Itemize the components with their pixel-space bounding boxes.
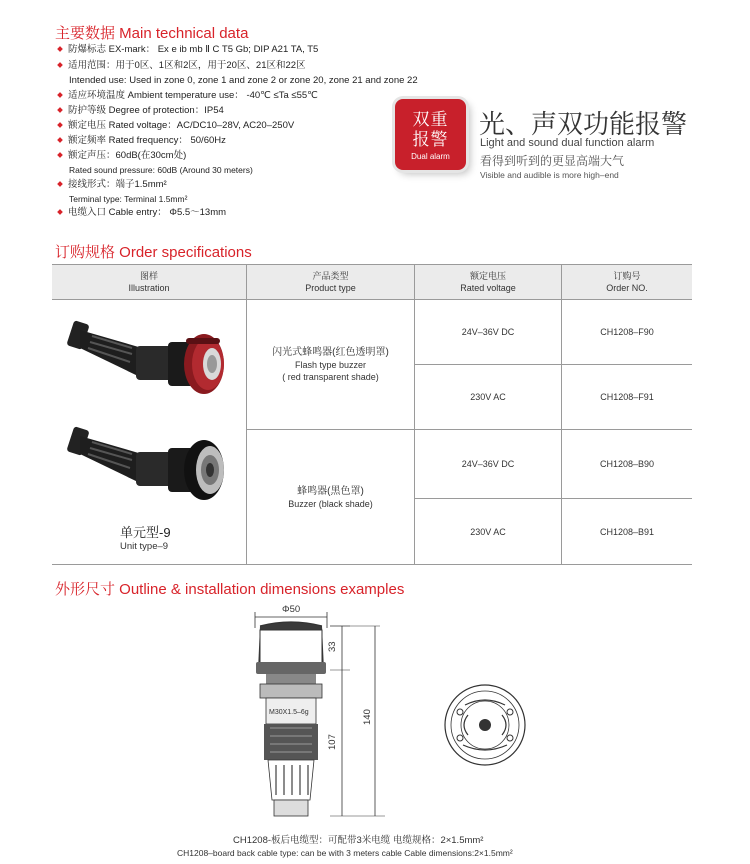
unit-type-cn: 单元型-9 <box>120 525 171 540</box>
bullet-icon <box>57 122 63 128</box>
badge-line1: 双重 <box>412 110 449 129</box>
outline-title: 外形尺寸 Outline & installation dimensions examples <box>55 581 405 598</box>
bullet-icon <box>57 107 63 113</box>
dim-total: 140 <box>362 709 373 725</box>
order-no-cell: CH1208–B90 <box>562 430 693 499</box>
spec-intended-use-en: Intended use: Used in zone 0, zone 1 and zone 2 or zone 20, zone 21 and zone 22 <box>69 75 418 86</box>
bullet-icon <box>57 209 63 215</box>
thread-label: M30X1.5–6g <box>269 709 309 716</box>
spec-protection: 防护等级 Degree of protection：IP54 <box>56 105 224 117</box>
caption-cn: CH1208-板后电缆型：可配带3米电缆 电缆规格：2×1.5mm² <box>233 835 484 846</box>
caption-en: CH1208–board back cable type: can be with 3 meters cable Cable dimensions:2×1.5mm² <box>177 848 513 858</box>
dual-alarm-badge <box>395 99 466 170</box>
order-title: 订购规格 Order specifications <box>55 244 252 261</box>
voltage-cell: 24V–36V DC <box>415 300 562 365</box>
bullet-icon <box>57 92 63 98</box>
badge-line2: 报警 <box>412 130 449 149</box>
col-order-no: 订购号 Order NO. <box>562 265 693 300</box>
order-table-header <box>52 265 692 300</box>
col-illustration: 图样 Illustration <box>52 265 247 300</box>
spec-ex-mark: 防爆标志 EX-mark： Ex e ib mb Ⅱ C T5 Gb; DIP A21 TA, T5 <box>56 44 318 56</box>
headline-cn: 光、声双功能报警 <box>479 109 688 139</box>
voltage-cell: 24V–36V DC <box>415 430 562 499</box>
order-no-cell: CH1208–F91 <box>562 365 693 430</box>
dim-body: 107 <box>327 734 338 750</box>
order-no-cell: CH1208–B91 <box>562 499 693 565</box>
headline-en: Light and sound dual function alarm <box>480 137 655 149</box>
bullet-icon <box>57 46 63 52</box>
spec-cable-entry: 电缆入口 Cable entry： Φ5.5～13mm <box>56 207 226 219</box>
outline-drawing <box>220 600 550 830</box>
order-table <box>52 264 692 565</box>
bullet-icon <box>57 137 63 143</box>
dim-top: 33 <box>327 641 338 652</box>
col-product-type: 产品类型 Product type <box>247 265 415 300</box>
order-no-cell: CH1208–F90 <box>562 300 693 365</box>
unit-type-en: Unit type–9 <box>120 541 169 552</box>
spec-frequency: 额定频率 Rated frequency： 50/60Hz <box>56 135 226 147</box>
spec-sound-en: Rated sound pressure: 60dB (Around 30 meters) <box>69 165 253 175</box>
voltage-cell: 230V AC <box>415 365 562 430</box>
spec-intended-use: 适用范围：用于0区、1区和2区，用于20区、21区和22区 <box>56 60 306 72</box>
bullet-icon <box>57 152 63 158</box>
spec-terminal: 接线形式：端子1.5mm² <box>56 179 167 191</box>
main-data-title: 主要数据 Main technical data <box>55 25 249 42</box>
spec-terminal-en: Terminal type: Terminal 1.5mm² <box>69 194 188 204</box>
spec-sound: 额定声压：60dB(在30cm处) <box>56 150 186 162</box>
illustration-cell <box>52 300 247 565</box>
col-rated-voltage: 额定电压 Rated voltage <box>415 265 562 300</box>
spec-voltage: 额定电压 Rated voltage：AC/DC10–28V, AC20–250V <box>56 120 294 132</box>
dim-diameter: Φ50 <box>282 604 301 615</box>
bullet-icon <box>57 62 63 68</box>
badge-en: Dual alarm <box>411 152 450 161</box>
headline-sub-en: Visible and audible is more high–end <box>480 170 619 180</box>
spec-ambient-temp: 适应环境温度 Ambient temperature use： -40℃ ≤Ta ≤55℃ <box>56 90 318 102</box>
table-row <box>52 300 692 365</box>
product-type-buzzer: 蜂鸣器(黑色罩) Buzzer (black shade) <box>247 430 415 565</box>
headline-sub-cn: 看得到听到的更显高端大气 <box>480 154 625 168</box>
bullet-icon <box>57 181 63 187</box>
voltage-cell: 230V AC <box>415 499 562 565</box>
product-type-flash: 闪光式蜂鸣器(红色透明罩) Flash type buzzer ( red transparent shade) <box>247 300 415 430</box>
